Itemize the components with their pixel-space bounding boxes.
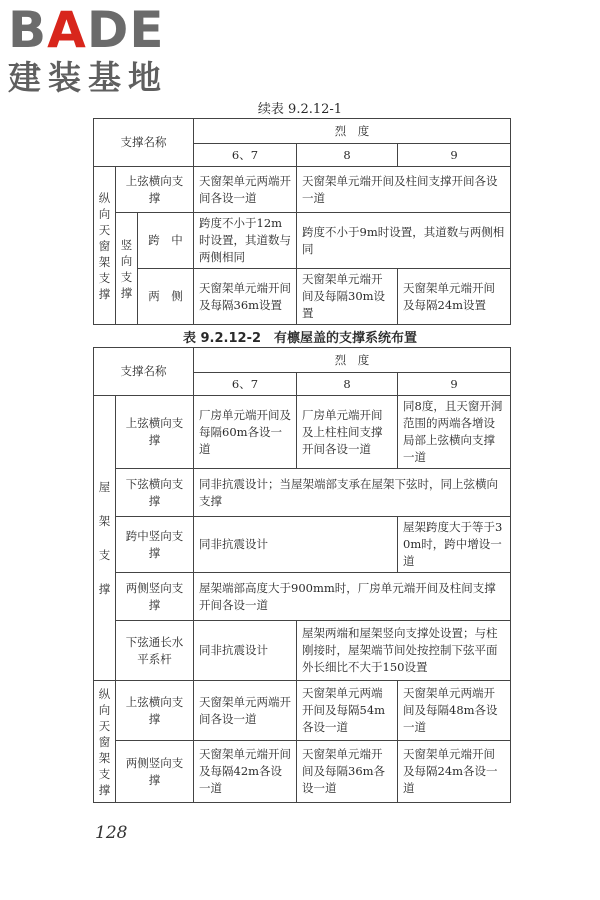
row-label: 两侧竖向支撑: [116, 573, 194, 621]
cell: 天窗架单元端开间及每隔36m设置: [194, 269, 297, 325]
cell: 天窗架单元端开间及柱间支撑开间各设一道: [297, 167, 511, 213]
page-number: 128: [95, 823, 128, 843]
header-intensity: 烈 度: [194, 348, 511, 373]
logo-wordmark: BADE: [8, 1, 165, 59]
cell: 天窗架单元两端开间及每隔54m各设一道: [297, 681, 398, 741]
header-col-9: 9: [398, 373, 511, 396]
cell: 厂房单元端开间及上柱柱间支撑开间各设一道: [297, 396, 398, 469]
group-label: 纵向天窗架支撑: [94, 167, 116, 325]
cell: 天窗架单元端开间及每隔36m各设一道: [297, 741, 398, 803]
cell: 跨度不小于9m时设置，其道数与两侧相同: [297, 213, 511, 269]
cell: 天窗架单元两端开间及每隔48m各设一道: [398, 681, 511, 741]
row-label: 上弦横向支撑: [116, 167, 194, 213]
header-col-67: 6、7: [194, 144, 297, 167]
header-col-67: 6、7: [194, 373, 297, 396]
cell: 天窗架单元端开间及每隔24m各设一道: [398, 741, 511, 803]
cell: 同非抗震设计；当屋架端部支承在屋架下弦时，同上弦横向支撑: [194, 469, 511, 517]
header-name: 支撑名称: [94, 119, 194, 167]
row-label: 两侧竖向支撑: [116, 741, 194, 803]
row-label: 下弦横向支撑: [116, 469, 194, 517]
table1-caption: 续表 9.2.12-1: [257, 102, 343, 117]
table2-caption: 表 9.2.12-2 有檩屋盖的支撑系统布置: [182, 331, 418, 346]
header-col-8: 8: [297, 144, 398, 167]
cell: 同非抗震设计: [194, 621, 297, 681]
cell: 屋架端部高度大于900mm时，厂房单元端开间及柱间支撑开间各设一道: [194, 573, 511, 621]
logo-chinese: 建装基地: [8, 58, 168, 97]
table1: [93, 118, 511, 325]
logo: [8, 1, 183, 98]
header-name: 支撑名称: [94, 348, 194, 396]
row-label: 上弦横向支撑: [116, 681, 194, 741]
cell: 天窗架单元两端开间各设一道: [194, 167, 297, 213]
row-label: 下弦通长水平系杆: [116, 621, 194, 681]
group-label-skylight: 纵向天窗架支撑: [94, 681, 116, 803]
row-label: 上弦横向支撑: [116, 396, 194, 469]
cell: 天窗架单元两端开间各设一道: [194, 681, 297, 741]
group-label-roof: 屋架支撑: [94, 396, 116, 681]
cell: 厂房单元端开间及每隔60m各设一道: [194, 396, 297, 469]
cell: 天窗架单元端开间及每隔24m设置: [398, 269, 511, 325]
vertical-support-label: 竖向支撑: [116, 213, 138, 325]
row-label: 两 侧: [138, 269, 194, 325]
header-col-8: 8: [297, 373, 398, 396]
header-col-9: 9: [398, 144, 511, 167]
cell: 屋架两端和屋架竖向支撑处设置；与柱刚接时，屋架端节间处按控制下弦平面外长细比不大于150设置: [297, 621, 511, 681]
table2: [93, 347, 511, 803]
header-intensity: 烈 度: [194, 119, 511, 144]
cell: 天窗架单元端开间及每隔42m各设一道: [194, 741, 297, 803]
cell: 同8度，且天窗开洞范围的两端各增设局部上弦横向支撑一道: [398, 396, 511, 469]
cell: 同非抗震设计: [194, 517, 398, 573]
cell: 屋架跨度大于等于30m时，跨中增设一道: [398, 517, 511, 573]
cell: 跨度不小于12m时设置，其道数与两侧相同: [194, 213, 297, 269]
row-label: 跨 中: [138, 213, 194, 269]
row-label: 跨中竖向支撑: [116, 517, 194, 573]
cell: 天窗架单元端开间及每隔30m设置: [297, 269, 398, 325]
